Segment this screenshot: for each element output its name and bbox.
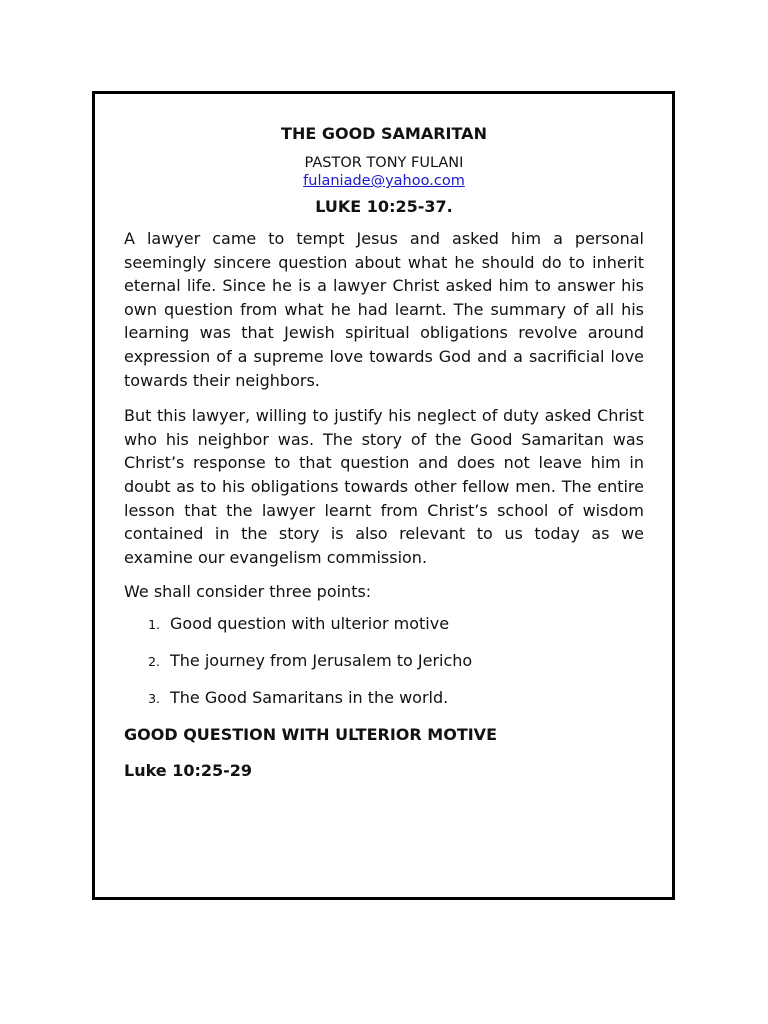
author-email-link[interactable]: fulaniade@yahoo.com xyxy=(303,173,465,189)
section-reference: Luke 10:25-29 xyxy=(124,761,253,781)
author-name: PASTOR TONY FULANI xyxy=(304,155,464,171)
list-item xyxy=(124,687,644,710)
points-list xyxy=(124,613,644,710)
section-heading: GOOD QUESTION WITH ULTERIOR MOTIVE xyxy=(124,725,497,745)
body-paragraph-2: But this lawyer, willing to justify his neglect of duty asked Christ who his neighbor was. The story of the Good Samaritan was Christ’s response to that question and does not leave him in doubt as to his obligations towards other fellow men. The entire lesson that the lawyer learnt from Christ’s school of wisdom contained in the story is also relevant to us today as we examine our evangelism commission. xyxy=(124,406,644,567)
list-item-number: 3. xyxy=(148,691,160,707)
list-item-number: 2. xyxy=(148,654,160,670)
scripture-reference: LUKE 10:25-37. xyxy=(315,197,453,216)
list-item-text: The journey from Jerusalem to Jericho xyxy=(170,651,473,671)
list-item xyxy=(124,650,644,673)
list-item-text: Good question with ulterior motive xyxy=(170,614,450,634)
body-paragraph-1: A lawyer came to tempt Jesus and asked him a personal seemingly sincere question about what he should do to inherit eternal life. Since he is a lawyer Christ asked him to answer his own question from what he had learnt. The summary of all his learning was that Jewish spiritual obligations revolve around expression of a supreme love towards God and a sacrificial love towards their neighbors. xyxy=(124,229,644,390)
list-item-number: 1. xyxy=(148,617,160,633)
document-title: THE GOOD SAMARITAN xyxy=(281,124,487,143)
list-item xyxy=(124,613,644,636)
list-item-text: The Good Samaritans in the world. xyxy=(170,688,449,708)
document-content xyxy=(124,122,644,796)
points-intro: We shall consider three points: xyxy=(124,582,372,602)
